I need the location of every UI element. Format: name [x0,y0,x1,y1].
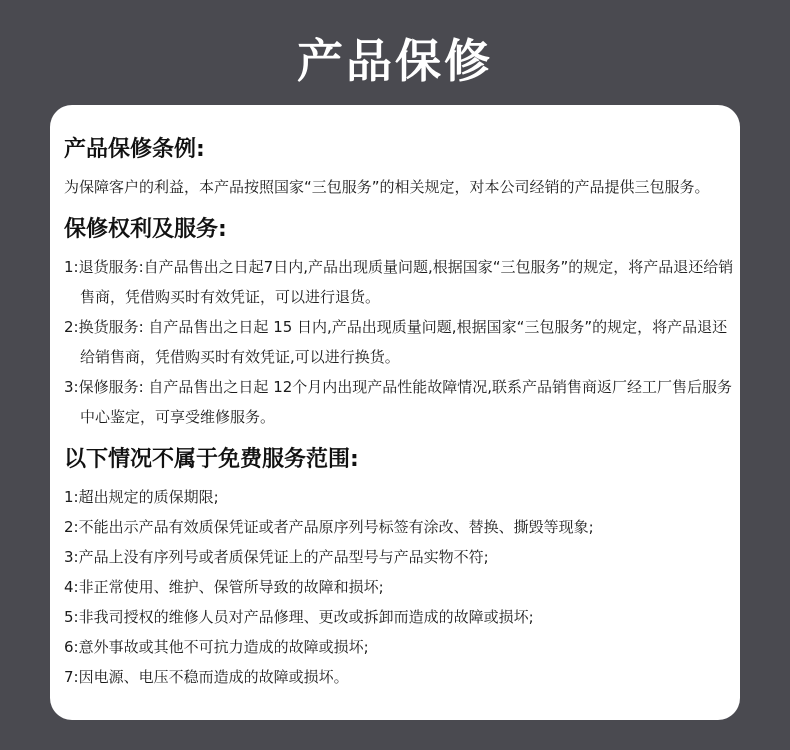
rights-heading: 保修权利及服务: [64,217,227,242]
regulations-heading: 产品保修条例: [64,137,205,162]
rights-item-return: 1:退货服务:自产品售出之日起7日内,产品出现质量问题,根据国家“三包服务”的规定，将产品退还给销售商，凭借购买时有效凭证，可以进行退货。 [64,258,734,306]
exclusions-heading: 以下情况不属于免费服务范围: [64,447,359,472]
warranty-content [64,128,736,692]
exclusion-item: 5:非我司授权的维修人员对产品修理、更改或拆卸而造成的故障或损坏; [64,608,534,626]
page-title: 产品保修 [297,34,493,88]
rights-item-repair: 3:保修服务: 自产品售出之日起 12个月内出现产品性能故障情况,联系产品销售商返厂经工厂售后服务中心鉴定，可享受维修服务。 [64,378,733,426]
exclusion-item: 3:产品上没有序列号或者质保凭证上的产品型号与产品实物不符; [64,548,489,566]
exclusion-item: 7:因电源、电压不稳而造成的故障或损坏。 [64,668,349,686]
exclusion-item: 2:不能出示产品有效质保凭证或者产品原序列号标签有涂改、替换、撕毁等现象; [64,518,594,536]
exclusion-item: 4:非正常使用、维护、保管所导致的故障和损坏; [64,578,384,596]
exclusion-item: 1:超出规定的质保期限; [64,488,219,506]
rights-item-exchange: 2:换货服务: 自产品售出之日起 15 日内,产品出现质量问题,根据国家“三包服务”的规定，将产品退还给销售商，凭借购买时有效凭证,可以进行换货。 [64,318,728,366]
exclusion-item: 6:意外事故或其他不可抗力造成的故障或损坏; [64,638,369,656]
regulations-text: 为保障客户的利益，本产品按照国家“三包服务”的相关规定，对本公司经销的产品提供三包服务。 [64,178,710,196]
